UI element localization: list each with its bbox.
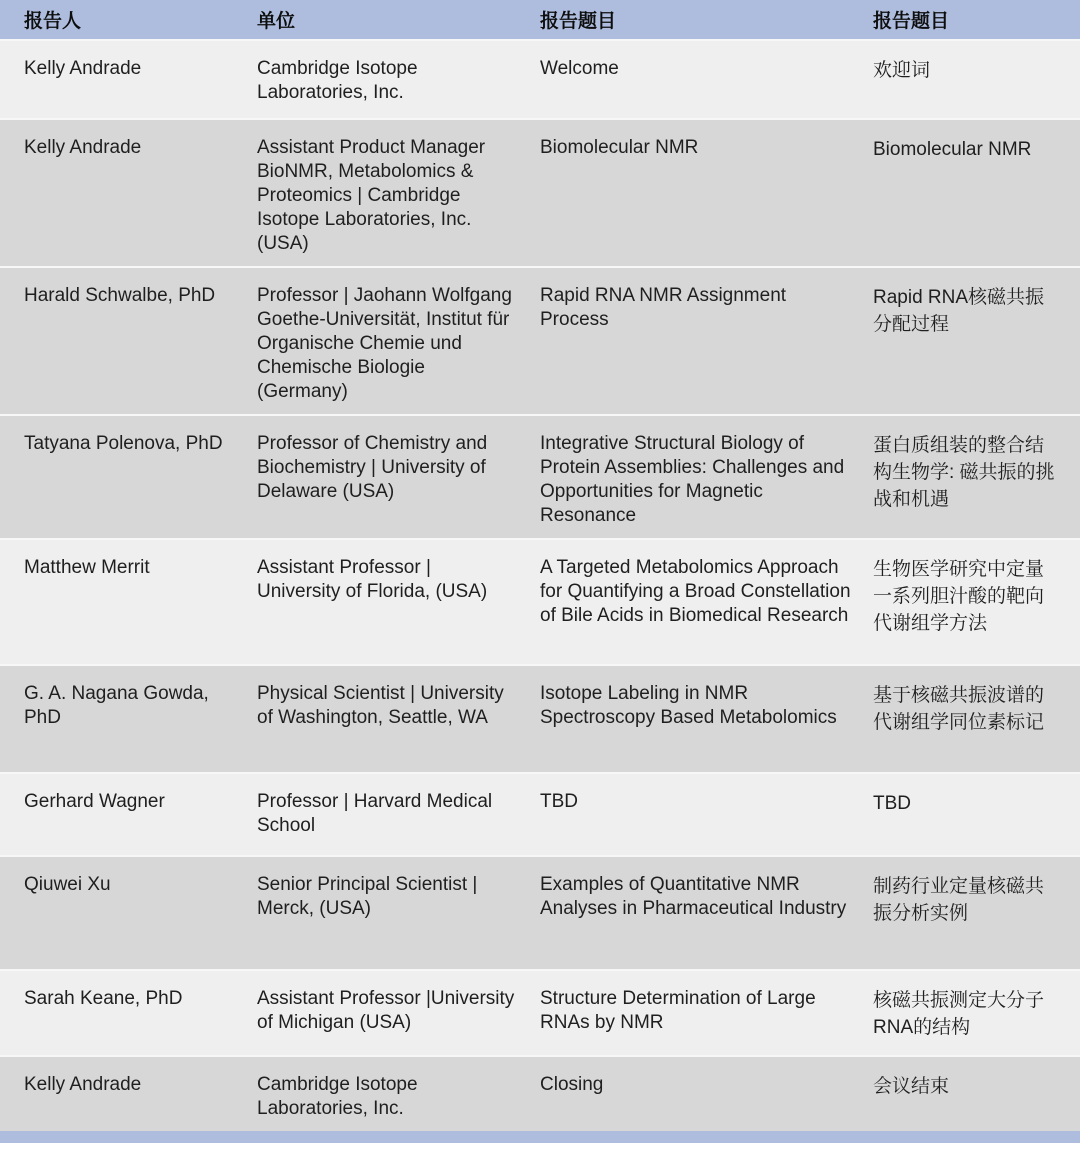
cell-title_en: Integrative Structural Biology of Protein Assemblies: Challenges and Opportunities for Magnetic Resonance xyxy=(530,415,863,539)
cell-speaker: Gerhard Wagner xyxy=(0,773,247,856)
cell-title_en: Welcome xyxy=(530,40,863,119)
table-row xyxy=(0,856,1080,970)
cell-title_cn: 基于核磁共振波谱的代谢组学同位素标记 xyxy=(863,665,1080,773)
cell-title_en: Biomolecular NMR xyxy=(530,119,863,267)
cell-title_en: Closing xyxy=(530,1056,863,1131)
cell-title_cn: 蛋白质组装的整合结构生物学: 磁共振的挑战和机遇 xyxy=(863,415,1080,539)
cell-title_cn: 会议结束 xyxy=(863,1056,1080,1131)
cell-title_cn: 欢迎词 xyxy=(863,40,1080,119)
column-header-title_cn: 报告题目 xyxy=(863,0,1080,40)
table-row xyxy=(0,415,1080,539)
table-row xyxy=(0,773,1080,856)
table-row xyxy=(0,539,1080,665)
cell-speaker: Kelly Andrade xyxy=(0,40,247,119)
cell-affiliation: Professor of Chemistry and Biochemistry | University of Delaware (USA) xyxy=(247,415,530,539)
bottom-accent-bar xyxy=(0,1131,1080,1143)
cell-affiliation: Cambridge Isotope Laboratories, Inc. xyxy=(247,1056,530,1131)
cell-title_cn: Biomolecular NMR xyxy=(863,119,1080,267)
table-row xyxy=(0,1056,1080,1131)
cell-speaker: Matthew Merrit xyxy=(0,539,247,665)
cell-speaker: Tatyana Polenova, PhD xyxy=(0,415,247,539)
cell-affiliation: Assistant Professor | University of Florida, (USA) xyxy=(247,539,530,665)
agenda-table-body xyxy=(0,40,1080,1131)
column-header-speaker: 报告人 xyxy=(0,0,247,40)
column-header-affiliation: 单位 xyxy=(247,0,530,40)
cell-affiliation: Assistant Professor |University of Michigan (USA) xyxy=(247,970,530,1056)
cell-affiliation: Assistant Product Manager BioNMR, Metabolomics & Proteomics | Cambridge Isotope Laboratories, Inc. (USA) xyxy=(247,119,530,267)
cell-affiliation: Senior Principal Scientist | Merck, (USA) xyxy=(247,856,530,970)
cell-speaker: Harald Schwalbe, PhD xyxy=(0,267,247,415)
cell-title_en: A Targeted Metabolomics Approach for Quantifying a Broad Constellation of Bile Acids in Biomedical Research xyxy=(530,539,863,665)
cell-speaker: Kelly Andrade xyxy=(0,119,247,267)
cell-speaker: Sarah Keane, PhD xyxy=(0,970,247,1056)
table-row xyxy=(0,40,1080,119)
column-header-title_en: 报告题目 xyxy=(530,0,863,40)
cell-title_en: Examples of Quantitative NMR Analyses in Pharmaceutical Industry xyxy=(530,856,863,970)
cell-title_en: TBD xyxy=(530,773,863,856)
cell-title_en: Rapid RNA NMR Assignment Process xyxy=(530,267,863,415)
cell-title_en: Structure Determination of Large RNAs by NMR xyxy=(530,970,863,1056)
cell-speaker: G. A. Nagana Gowda, PhD xyxy=(0,665,247,773)
cell-affiliation: Professor | Harvard Medical School xyxy=(247,773,530,856)
cell-affiliation: Professor | Jaohann Wolfgang Goethe-Universität, Institut für Organische Chemie und Chemische Biologie (Germany) xyxy=(247,267,530,415)
cell-title_en: Isotope Labeling in NMR Spectroscopy Based Metabolomics xyxy=(530,665,863,773)
table-row xyxy=(0,970,1080,1056)
table-row xyxy=(0,119,1080,267)
cell-title_cn: 制药行业定量核磁共振分析实例 xyxy=(863,856,1080,970)
table-row xyxy=(0,665,1080,773)
cell-speaker: Qiuwei Xu xyxy=(0,856,247,970)
cell-title_cn: 生物医学研究中定量一系列胆汁酸的靶向代谢组学方法 xyxy=(863,539,1080,665)
cell-title_cn: Rapid RNA核磁共振分配过程 xyxy=(863,267,1080,415)
table-row xyxy=(0,267,1080,415)
cell-title_cn: 核磁共振测定大分子RNA的结构 xyxy=(863,970,1080,1056)
cell-title_cn: TBD xyxy=(863,773,1080,856)
cell-affiliation: Physical Scientist | University of Washington, Seattle, WA xyxy=(247,665,530,773)
cell-speaker: Kelly Andrade xyxy=(0,1056,247,1131)
cell-affiliation: Cambridge Isotope Laboratories, Inc. xyxy=(247,40,530,119)
header-row xyxy=(0,0,1080,40)
